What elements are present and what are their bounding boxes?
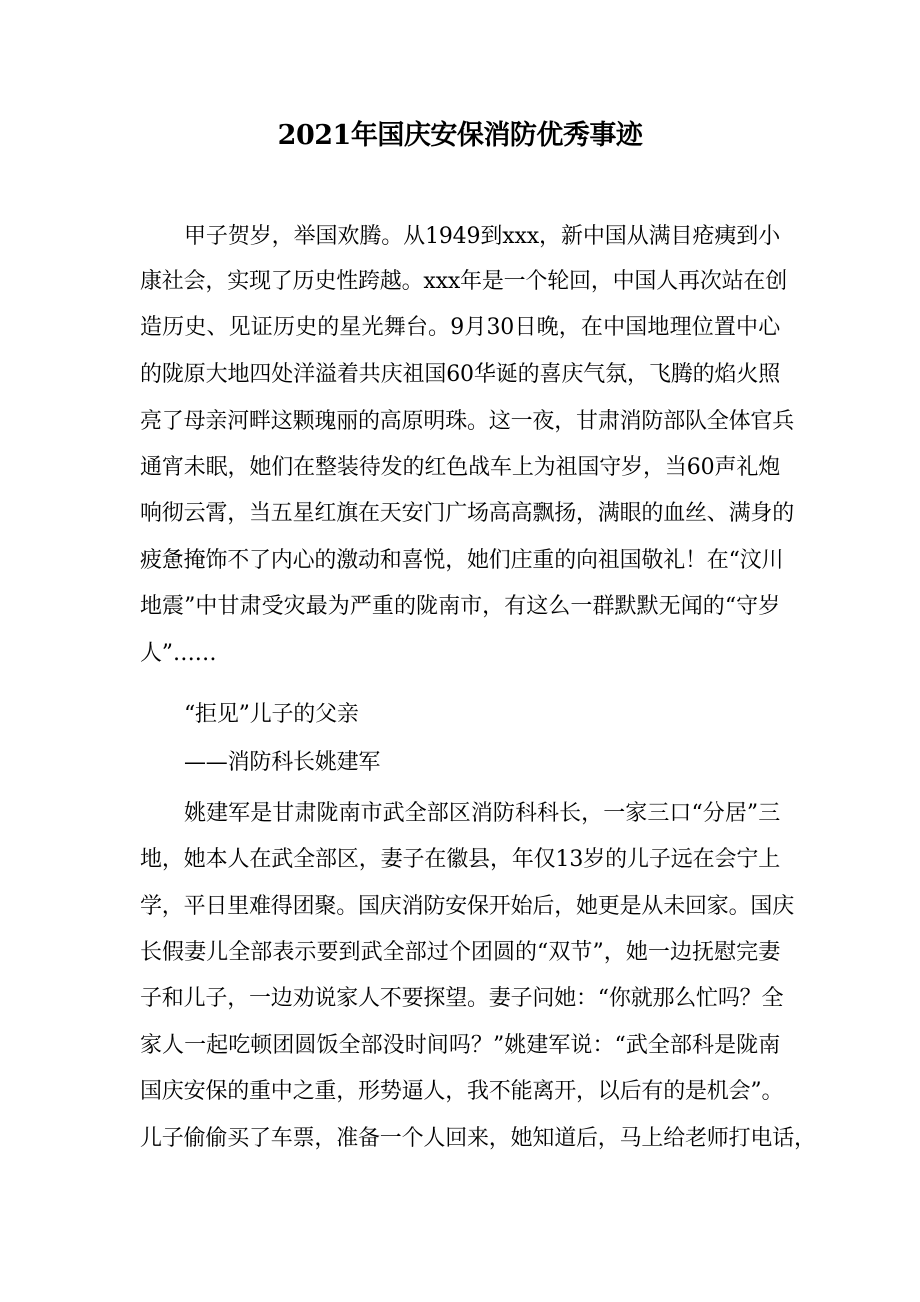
paragraph-line: 长假妻儿全部表示要到武全部过个团圆的“双节”，她一边抚慰完妻 xyxy=(140,940,780,965)
section-heading: “拒见”儿子的父亲 xyxy=(184,702,359,727)
document-title: 2021年国庆安保消防优秀事迹 xyxy=(277,120,643,151)
paragraph-line: 疲惫掩饰不了内心的激动和喜悦，她们庄重的向祖国敬礼！在“汶川 xyxy=(140,548,784,573)
paragraph-line: 国庆安保的重中之重，形势逼人，我不能离开，以后有的是机会”。 xyxy=(140,1079,784,1104)
paragraph-line: 学，平日里难得团聚。国庆消防安保开始后，她更是从未回家。国庆 xyxy=(140,894,795,919)
paragraph-line: 儿子偷偷买了车票，准备一个人回来，她知道后，马上给老师打电话， xyxy=(140,1126,816,1151)
paragraph-line: 通宵未眠，她们在整装待发的红色战车上为祖国守岁，当60声礼炮 xyxy=(140,455,780,480)
paragraph-line: 康社会，实现了历史性跨越。xxx年是一个轮回，中国人再次站在创 xyxy=(140,269,788,294)
paragraph-line: 人”…… xyxy=(140,641,217,666)
paragraph-line: 响彻云霄，当五星红旗在天安门广场高高飘扬，满眼的血丝、满身的 xyxy=(140,501,795,526)
paragraph-line: 甲子贺岁，举国欢腾。从1949到xxx，新中国从满目疮痍到小 xyxy=(184,224,780,249)
paragraph-line: 地震”中甘肃受灾最为严重的陇南市，有这么一群默默无闻的“守岁 xyxy=(140,594,780,619)
section-subheading: ——消防科长姚建军 xyxy=(184,750,381,775)
paragraph-line: 姚建军是甘肃陇南市武全部区消防科科长，一家三口“分居”三 xyxy=(184,801,780,826)
paragraph-line: 造历史、见证历史的星光舞台。9月30日晚，在中国地理位置中心 xyxy=(140,315,780,340)
paragraph-line: 的陇原大地四处洋溢着共庆祖国60华诞的喜庆气氛，飞腾的焰火照 xyxy=(140,362,780,387)
paragraph-line: 地，她本人在武全部区，妻子在徽县，年仅13岁的儿子远在会宁上 xyxy=(140,847,780,872)
paragraph-line: 家人一起吃顿团圆饭全部没时间吗？”姚建军说：“武全部科是陇南 xyxy=(140,1033,780,1058)
paragraph-line: 子和儿子，一边劝说家人不要探望。妻子问她：“你就那么忙吗？全 xyxy=(140,986,784,1011)
paragraph-line: 亮了母亲河畔这颗瑰丽的高原明珠。这一夜，甘肃消防部队全体官兵 xyxy=(140,409,795,434)
